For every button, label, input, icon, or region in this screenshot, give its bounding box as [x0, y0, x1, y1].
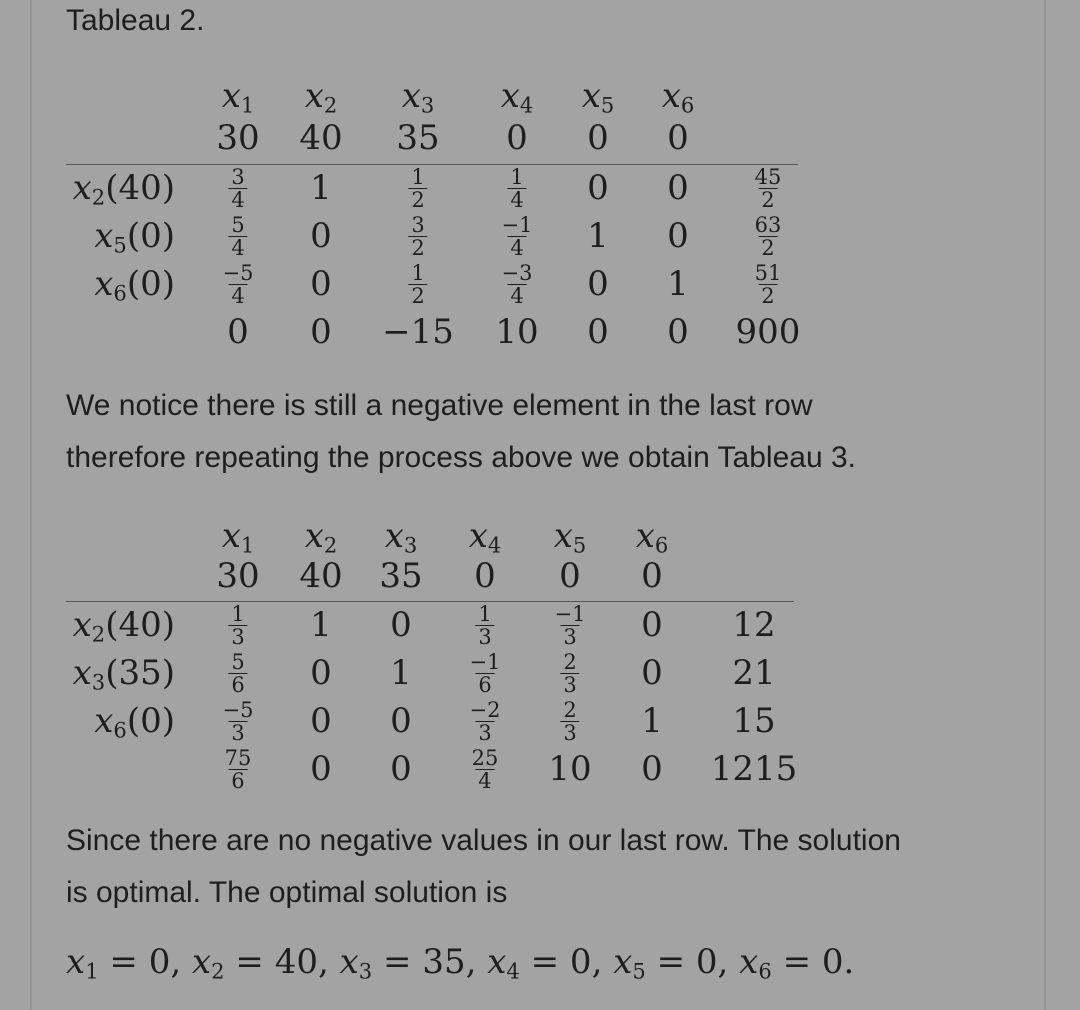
explanation-paragraph	[66, 380, 1026, 484]
variable-letter: x	[94, 216, 114, 256]
variable-letter: x	[613, 942, 633, 982]
fraction-numerator: −1	[469, 650, 501, 674]
tableau-cell: 1	[641, 701, 663, 741]
fraction-denominator: 2	[758, 236, 777, 259]
solution-variable	[340, 942, 373, 982]
equals-sign: =	[519, 942, 570, 982]
fraction-cell	[752, 166, 785, 211]
optimal-solution	[66, 942, 854, 983]
column-cost: 0	[587, 118, 609, 158]
variable-letter: x	[72, 605, 92, 645]
paragraph-line: is optimal. The optimal solution is	[66, 876, 508, 909]
basis-variable	[94, 701, 127, 741]
variable-letter: x	[72, 653, 92, 693]
tableau-cell: 10	[495, 312, 539, 352]
basis-row-label	[73, 605, 175, 646]
solution-variable	[192, 942, 225, 982]
fraction-cell	[499, 214, 536, 259]
tableau-cell: 0	[310, 264, 332, 304]
column-cost: 30	[216, 556, 260, 596]
column-cost: 0	[559, 556, 581, 596]
basis-row-label	[94, 264, 175, 305]
fraction-cell	[507, 166, 526, 211]
column-variable	[554, 516, 587, 556]
variable-subscript: 6	[113, 717, 127, 743]
tableau-cell: 1	[390, 653, 412, 693]
variable-letter: x	[553, 516, 573, 556]
fraction-cell	[475, 603, 494, 648]
solution-item	[192, 942, 340, 982]
tableau-cell: 0	[667, 168, 689, 208]
variable-subscript: 6	[113, 280, 127, 306]
basis-coefficient: (40)	[105, 605, 175, 645]
tableau-cell: 0	[390, 749, 412, 789]
solution-item	[340, 942, 488, 982]
fraction-denominator: 2	[758, 284, 777, 307]
variable-letter: x	[468, 516, 488, 556]
variable-letter: x	[500, 76, 520, 116]
fraction-numerator: 5	[231, 650, 245, 674]
tableau-cell: 0	[227, 312, 249, 352]
solution-variable	[487, 942, 520, 982]
fraction-cell	[228, 651, 247, 696]
variable-letter: x	[487, 942, 507, 982]
fraction-cell	[560, 699, 579, 744]
tableau-cell: 0	[667, 216, 689, 256]
equals-sign: =	[645, 942, 696, 982]
fraction-denominator: 3	[475, 625, 494, 648]
column-header	[402, 76, 435, 117]
variable-letter: x	[304, 76, 324, 116]
tableau-cell: 15	[732, 701, 776, 741]
column-cost: 0	[506, 118, 528, 158]
fraction-cell	[220, 699, 257, 744]
column-variable	[385, 516, 418, 556]
fraction-numerator: 45	[754, 165, 782, 189]
separator: ,	[317, 942, 340, 982]
section-heading: Tableau 2.	[66, 4, 205, 37]
column-variable	[582, 76, 615, 116]
variable-letter: x	[304, 516, 324, 556]
fraction-numerator: −2	[469, 698, 501, 722]
fraction-numerator: 2	[563, 650, 577, 674]
fraction-numerator: 51	[754, 261, 782, 285]
column-header	[222, 76, 255, 117]
variable-subscript: 2	[91, 184, 106, 210]
column-header	[501, 76, 534, 117]
fraction-numerator: 63	[754, 213, 782, 237]
fraction-numerator: 1	[411, 261, 425, 285]
fraction-denominator: 4	[228, 284, 247, 307]
variable-subscript: 5	[600, 92, 615, 118]
variable-subscript: 1	[240, 92, 255, 118]
basis-coefficient: (0)	[126, 264, 175, 304]
variable-subscript: 5	[632, 958, 646, 984]
basis-variable	[73, 168, 106, 208]
variable-subscript: 2	[323, 532, 338, 558]
variable-subscript: 4	[487, 532, 502, 558]
variable-subscript: 3	[420, 92, 435, 118]
solution-value: 0	[695, 942, 718, 982]
variable-letter: x	[401, 76, 421, 116]
tableau-rule	[66, 164, 798, 165]
tableau-cell: 1	[587, 216, 609, 256]
variable-subscript: 2	[91, 621, 106, 647]
fraction-cell	[752, 214, 785, 259]
variable-letter: x	[221, 516, 241, 556]
variable-letter: x	[94, 701, 114, 741]
variable-subscript: 2	[323, 92, 338, 118]
equals-sign: =	[771, 942, 822, 982]
variable-subscript: 3	[358, 958, 373, 984]
fraction-numerator: 1	[231, 602, 245, 626]
fraction-denominator: 2	[408, 236, 427, 259]
tableau-cell: 0	[390, 701, 412, 741]
column-variable	[501, 76, 534, 116]
tableau-cell: 0	[641, 605, 663, 645]
variable-letter: x	[661, 76, 681, 116]
column-variable	[222, 76, 255, 116]
fraction-cell	[408, 262, 427, 307]
fraction-denominator: 4	[507, 284, 526, 307]
column-header	[582, 76, 615, 117]
solution-item	[739, 942, 854, 982]
column-cost: 30	[216, 118, 260, 158]
paragraph-line: We notice there is still a negative element in the last row	[66, 389, 813, 422]
tableau-cell: 900	[735, 312, 801, 352]
fraction-numerator: −5	[222, 261, 254, 285]
column-header	[469, 516, 502, 557]
fraction-denominator: 6	[228, 673, 247, 696]
fraction-numerator: 1	[478, 602, 492, 626]
fraction-cell	[469, 747, 502, 792]
fraction-denominator: 3	[560, 625, 579, 648]
fraction-cell	[222, 747, 255, 792]
column-header	[554, 516, 587, 557]
column-variable	[469, 516, 502, 556]
tableau-cell: 0	[310, 749, 332, 789]
tableau-cell: 0	[667, 312, 689, 352]
fraction-numerator: 3	[231, 165, 245, 189]
variable-letter: x	[191, 942, 212, 982]
variable-subscript: 6	[758, 958, 772, 984]
tableau-cell: 10	[548, 749, 592, 789]
tableau-cell: 0	[587, 312, 609, 352]
separator: ,	[591, 942, 614, 982]
basis-row-label	[94, 701, 175, 742]
equals-sign: =	[224, 942, 275, 982]
fraction-denominator: 4	[475, 769, 494, 792]
variable-subscript: 6	[654, 532, 669, 558]
variable-subscript: 4	[506, 958, 520, 984]
basis-coefficient: (35)	[105, 653, 175, 693]
fraction-numerator: 25	[471, 746, 499, 770]
column-cost: 35	[396, 118, 440, 158]
variable-letter: x	[94, 264, 114, 304]
variable-letter: x	[72, 168, 92, 208]
column-cost: 40	[299, 556, 343, 596]
fraction-numerator: −5	[222, 698, 254, 722]
tableau-cell: 0	[587, 168, 609, 208]
fraction-numerator: −1	[554, 602, 586, 626]
fraction-numerator: 1	[411, 165, 425, 189]
fraction-cell	[752, 262, 785, 307]
fraction-denominator: 6	[228, 769, 247, 792]
variable-subscript: 5	[572, 532, 587, 558]
fraction-numerator: 75	[224, 746, 252, 770]
column-header	[636, 516, 669, 557]
column-cost: 40	[299, 118, 343, 158]
fraction-numerator: −1	[501, 213, 533, 237]
fraction-cell	[228, 603, 247, 648]
fraction-numerator: −3	[501, 261, 533, 285]
tableau-cell: 0	[310, 653, 332, 693]
column-header	[662, 76, 695, 117]
fraction-cell	[467, 699, 504, 744]
tableau-cell: 1215	[710, 749, 798, 789]
basis-coefficient: (0)	[126, 701, 175, 741]
basis-variable	[94, 216, 127, 256]
tableau-rule	[66, 601, 794, 602]
variable-subscript: 3	[403, 532, 418, 558]
variable-subscript: 4	[519, 92, 534, 118]
fraction-numerator: 1	[510, 165, 524, 189]
tableau-cell: 21	[732, 653, 776, 693]
variable-subscript: 2	[211, 958, 225, 984]
fraction-denominator: 3	[560, 721, 579, 744]
tableau-cell: 0	[587, 264, 609, 304]
fraction-cell	[228, 166, 247, 211]
variable-letter: x	[739, 942, 759, 982]
separator: .	[843, 942, 855, 982]
solution-item	[613, 942, 739, 982]
basis-coefficient: (40)	[105, 168, 175, 208]
variable-letter: x	[384, 516, 404, 556]
column-cost: 0	[641, 556, 663, 596]
paragraph-line: Since there are no negative values in our last row. The solution	[66, 824, 901, 857]
column-variable	[305, 76, 338, 116]
solution-value: 35	[422, 942, 466, 982]
tableau-cell: 0	[390, 605, 412, 645]
tableau-cell: 0	[310, 701, 332, 741]
variable-letter: x	[66, 942, 86, 982]
variable-subscript: 6	[680, 92, 695, 118]
fraction-cell	[499, 262, 536, 307]
fraction-numerator: 5	[231, 213, 245, 237]
tableau-cell: 0	[310, 312, 332, 352]
solution-item	[487, 942, 613, 982]
tableau-cell: 0	[310, 216, 332, 256]
fraction-denominator: 3	[475, 721, 494, 744]
basis-variable	[94, 264, 127, 304]
fraction-cell	[408, 166, 427, 211]
variable-subscript: 1	[240, 532, 255, 558]
equals-sign: =	[98, 942, 149, 982]
basis-variable	[73, 605, 106, 645]
basis-coefficient: (0)	[126, 216, 175, 256]
separator: ,	[717, 942, 740, 982]
column-variable	[305, 516, 338, 556]
column-header	[222, 516, 255, 557]
basis-variable	[73, 653, 106, 693]
solution-value: 0	[821, 942, 844, 982]
tableau-cell: −15	[382, 312, 454, 352]
fraction-denominator: 4	[507, 188, 526, 211]
column-header	[305, 516, 338, 557]
tableau-cell: 1	[667, 264, 689, 304]
variable-subscript: 3	[91, 669, 106, 695]
solution-variable	[739, 942, 772, 982]
fraction-cell	[408, 214, 427, 259]
basis-row-label	[94, 216, 175, 257]
fraction-numerator: 2	[563, 698, 577, 722]
separator: ,	[465, 942, 488, 982]
variable-letter: x	[339, 942, 359, 982]
column-variable	[222, 516, 255, 556]
solution-item	[66, 942, 192, 982]
fraction-denominator: 2	[408, 284, 427, 307]
solution-variable	[613, 942, 646, 982]
fraction-cell	[560, 651, 579, 696]
fraction-cell	[467, 651, 504, 696]
separator: ,	[170, 942, 192, 982]
column-header	[305, 76, 338, 117]
fraction-denominator: 3	[228, 721, 247, 744]
variable-letter: x	[635, 516, 655, 556]
column-header	[385, 516, 418, 557]
paragraph-line: therefore repeating the process above we obtain Tableau 3.	[66, 441, 856, 474]
tableau-cell: 12	[732, 605, 776, 645]
fraction-denominator: 2	[408, 188, 427, 211]
fraction-cell	[220, 262, 257, 307]
column-variable	[402, 76, 435, 116]
conclusion-paragraph	[66, 815, 1026, 919]
column-cost: 0	[667, 118, 689, 158]
variable-letter: x	[221, 76, 241, 116]
fraction-cell	[552, 603, 589, 648]
equals-sign: =	[372, 942, 423, 982]
fraction-numerator: 3	[411, 213, 425, 237]
column-cost: 0	[474, 556, 496, 596]
tableau-cell: 1	[310, 605, 332, 645]
fraction-denominator: 3	[228, 625, 247, 648]
fraction-denominator: 4	[228, 236, 247, 259]
tableau-cell: 0	[641, 653, 663, 693]
tableau-cell: 1	[310, 168, 332, 208]
solution-value: 40	[274, 942, 318, 982]
column-cost: 35	[379, 556, 423, 596]
fraction-denominator: 3	[560, 673, 579, 696]
variable-subscript: 5	[113, 232, 127, 258]
solution-value: 0	[569, 942, 592, 982]
tableau-cell: 0	[641, 749, 663, 789]
solution-variable	[66, 942, 99, 982]
variable-letter: x	[581, 76, 601, 116]
fraction-denominator: 2	[758, 188, 777, 211]
variable-subscript: 1	[85, 958, 99, 984]
basis-row-label	[73, 653, 175, 694]
basis-row-label	[73, 168, 175, 209]
fraction-cell	[228, 214, 247, 259]
column-variable	[636, 516, 669, 556]
fraction-denominator: 4	[507, 236, 526, 259]
fraction-denominator: 6	[475, 673, 494, 696]
fraction-denominator: 4	[228, 188, 247, 211]
solution-value: 0	[148, 942, 171, 982]
column-variable	[662, 76, 695, 116]
